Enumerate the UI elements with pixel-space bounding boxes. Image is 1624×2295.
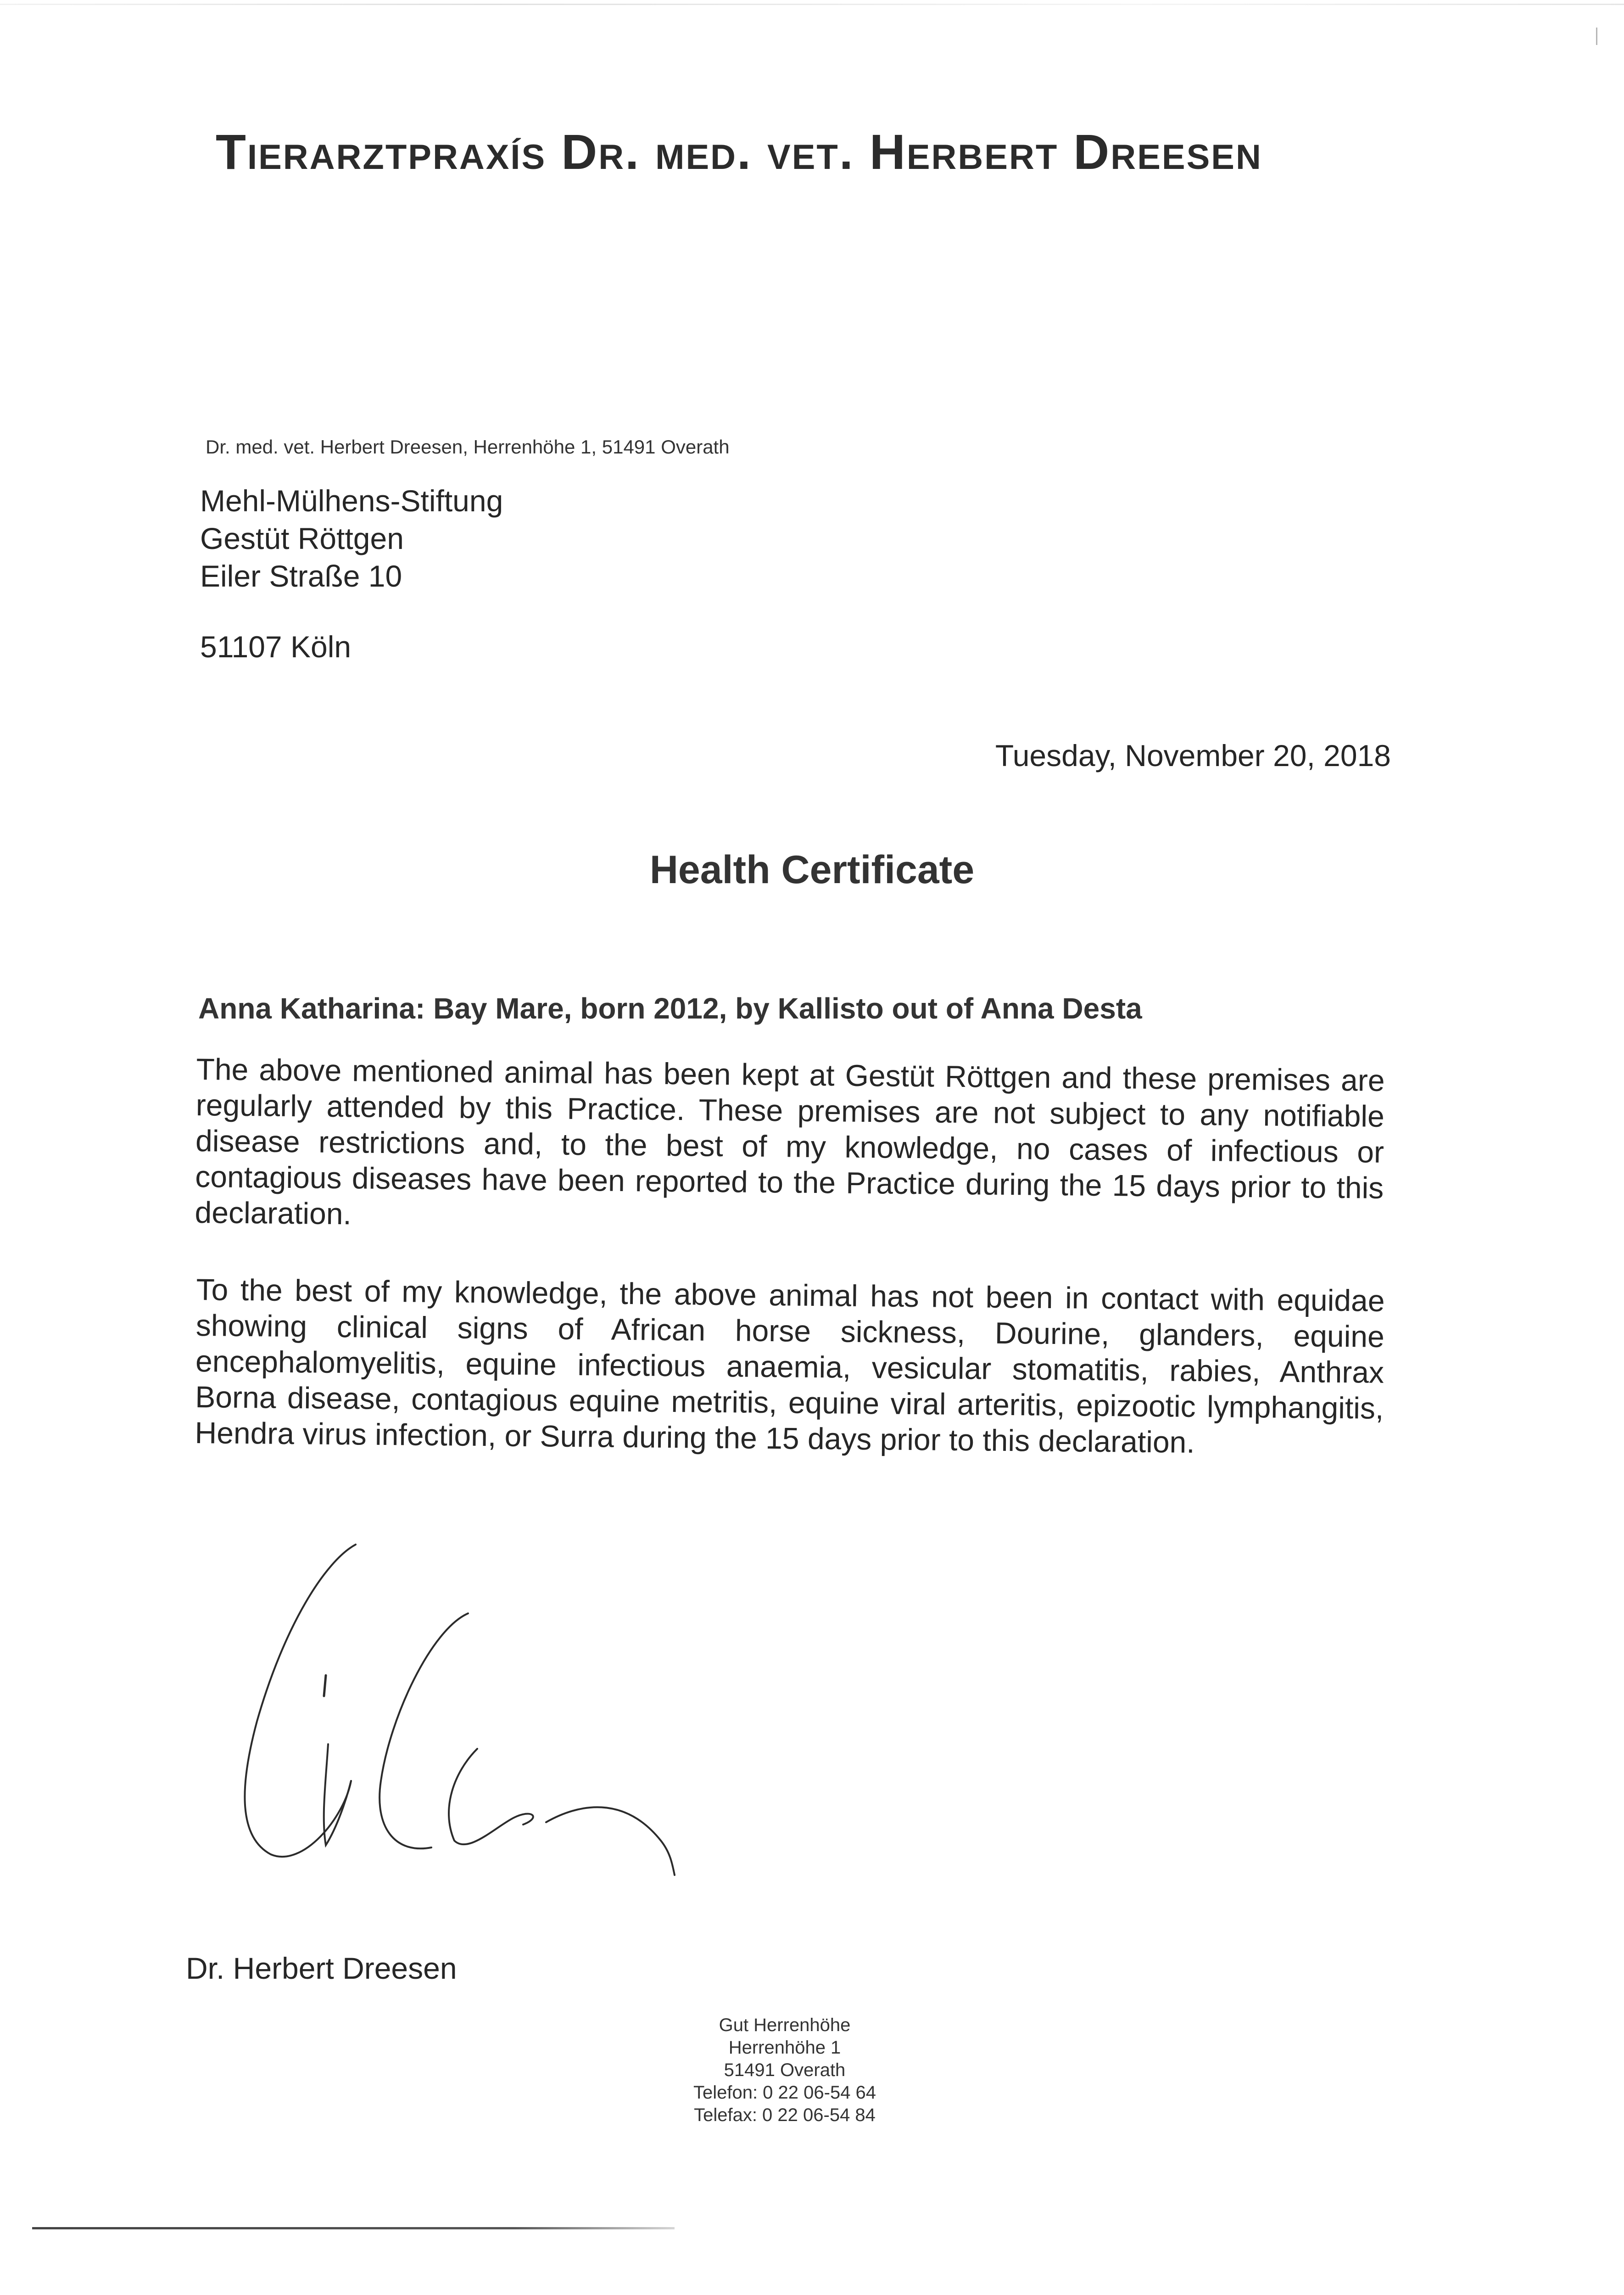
signer-name: Dr. Herbert Dreesen: [186, 1951, 457, 1985]
scan-edge: [0, 4, 1624, 5]
scan-mark: [1596, 28, 1597, 45]
document-title: Health Certificate: [649, 848, 975, 892]
bottom-rule: [32, 2227, 675, 2229]
body-paragraph-1: The above mentioned animal has been kept at Gestüt Röttgen and these premises are regularly attended by this Practice. These premises are not subject to any notifiable disease restrictions and, to the best of my knowledge, no cases of infectious or contagious diseases have been reported to the Practice during the 15 days prior to this declaration.: [195, 1052, 1385, 1231]
handwritten-signature: [239, 1524, 698, 1891]
footer-line-3: 51491 Overath: [724, 2060, 846, 2080]
footer-phone: Telefon: 0 22 06-54 64: [693, 2082, 876, 2103]
footer-address: [633, 2014, 936, 2127]
body-paragraph-2: To the best of my knowledge, the above animal has not been in contact with equidae showing clinical signs of African horse sickness, Dourine, glanders, equine encephalomyelitis, equine infectious anaemia, vesicular stomatitis, rabies, Anthrax Borna disease, contagious equine metritis, equine viral arteritis, epizootic lymphangitis, Hendra virus infection, or Surra during the 15 days prior to this declaration.: [195, 1272, 1385, 1459]
footer-line-1: Gut Herrenhöhe: [719, 2015, 851, 2035]
letter-date: Tuesday, November 20, 2018: [995, 739, 1391, 772]
sender-return-address: Dr. med. vet. Herbert Dreesen, Herrenhöhe 1, 51491 Overath: [206, 436, 730, 458]
recipient-line-2: Gestüt Röttgen: [200, 521, 404, 555]
document-subject: Anna Katharina: Bay Mare, born 2012, by Kallisto out of Anna Desta: [198, 992, 1142, 1025]
footer-fax: Telefax: 0 22 06-54 84: [694, 2105, 876, 2125]
recipient-line-1: Mehl-Mülhens-Stiftung: [200, 484, 503, 518]
recipient-line-3: Eiler Straße 10: [200, 559, 402, 593]
recipient-city: 51107 Köln: [200, 630, 352, 664]
recipient-address: [200, 482, 503, 666]
footer-line-2: Herrenhöhe 1: [728, 2038, 841, 2058]
letterhead-title: Tierarztpraxís Dr. med. vet. Herbert Dreesen: [216, 124, 1262, 179]
